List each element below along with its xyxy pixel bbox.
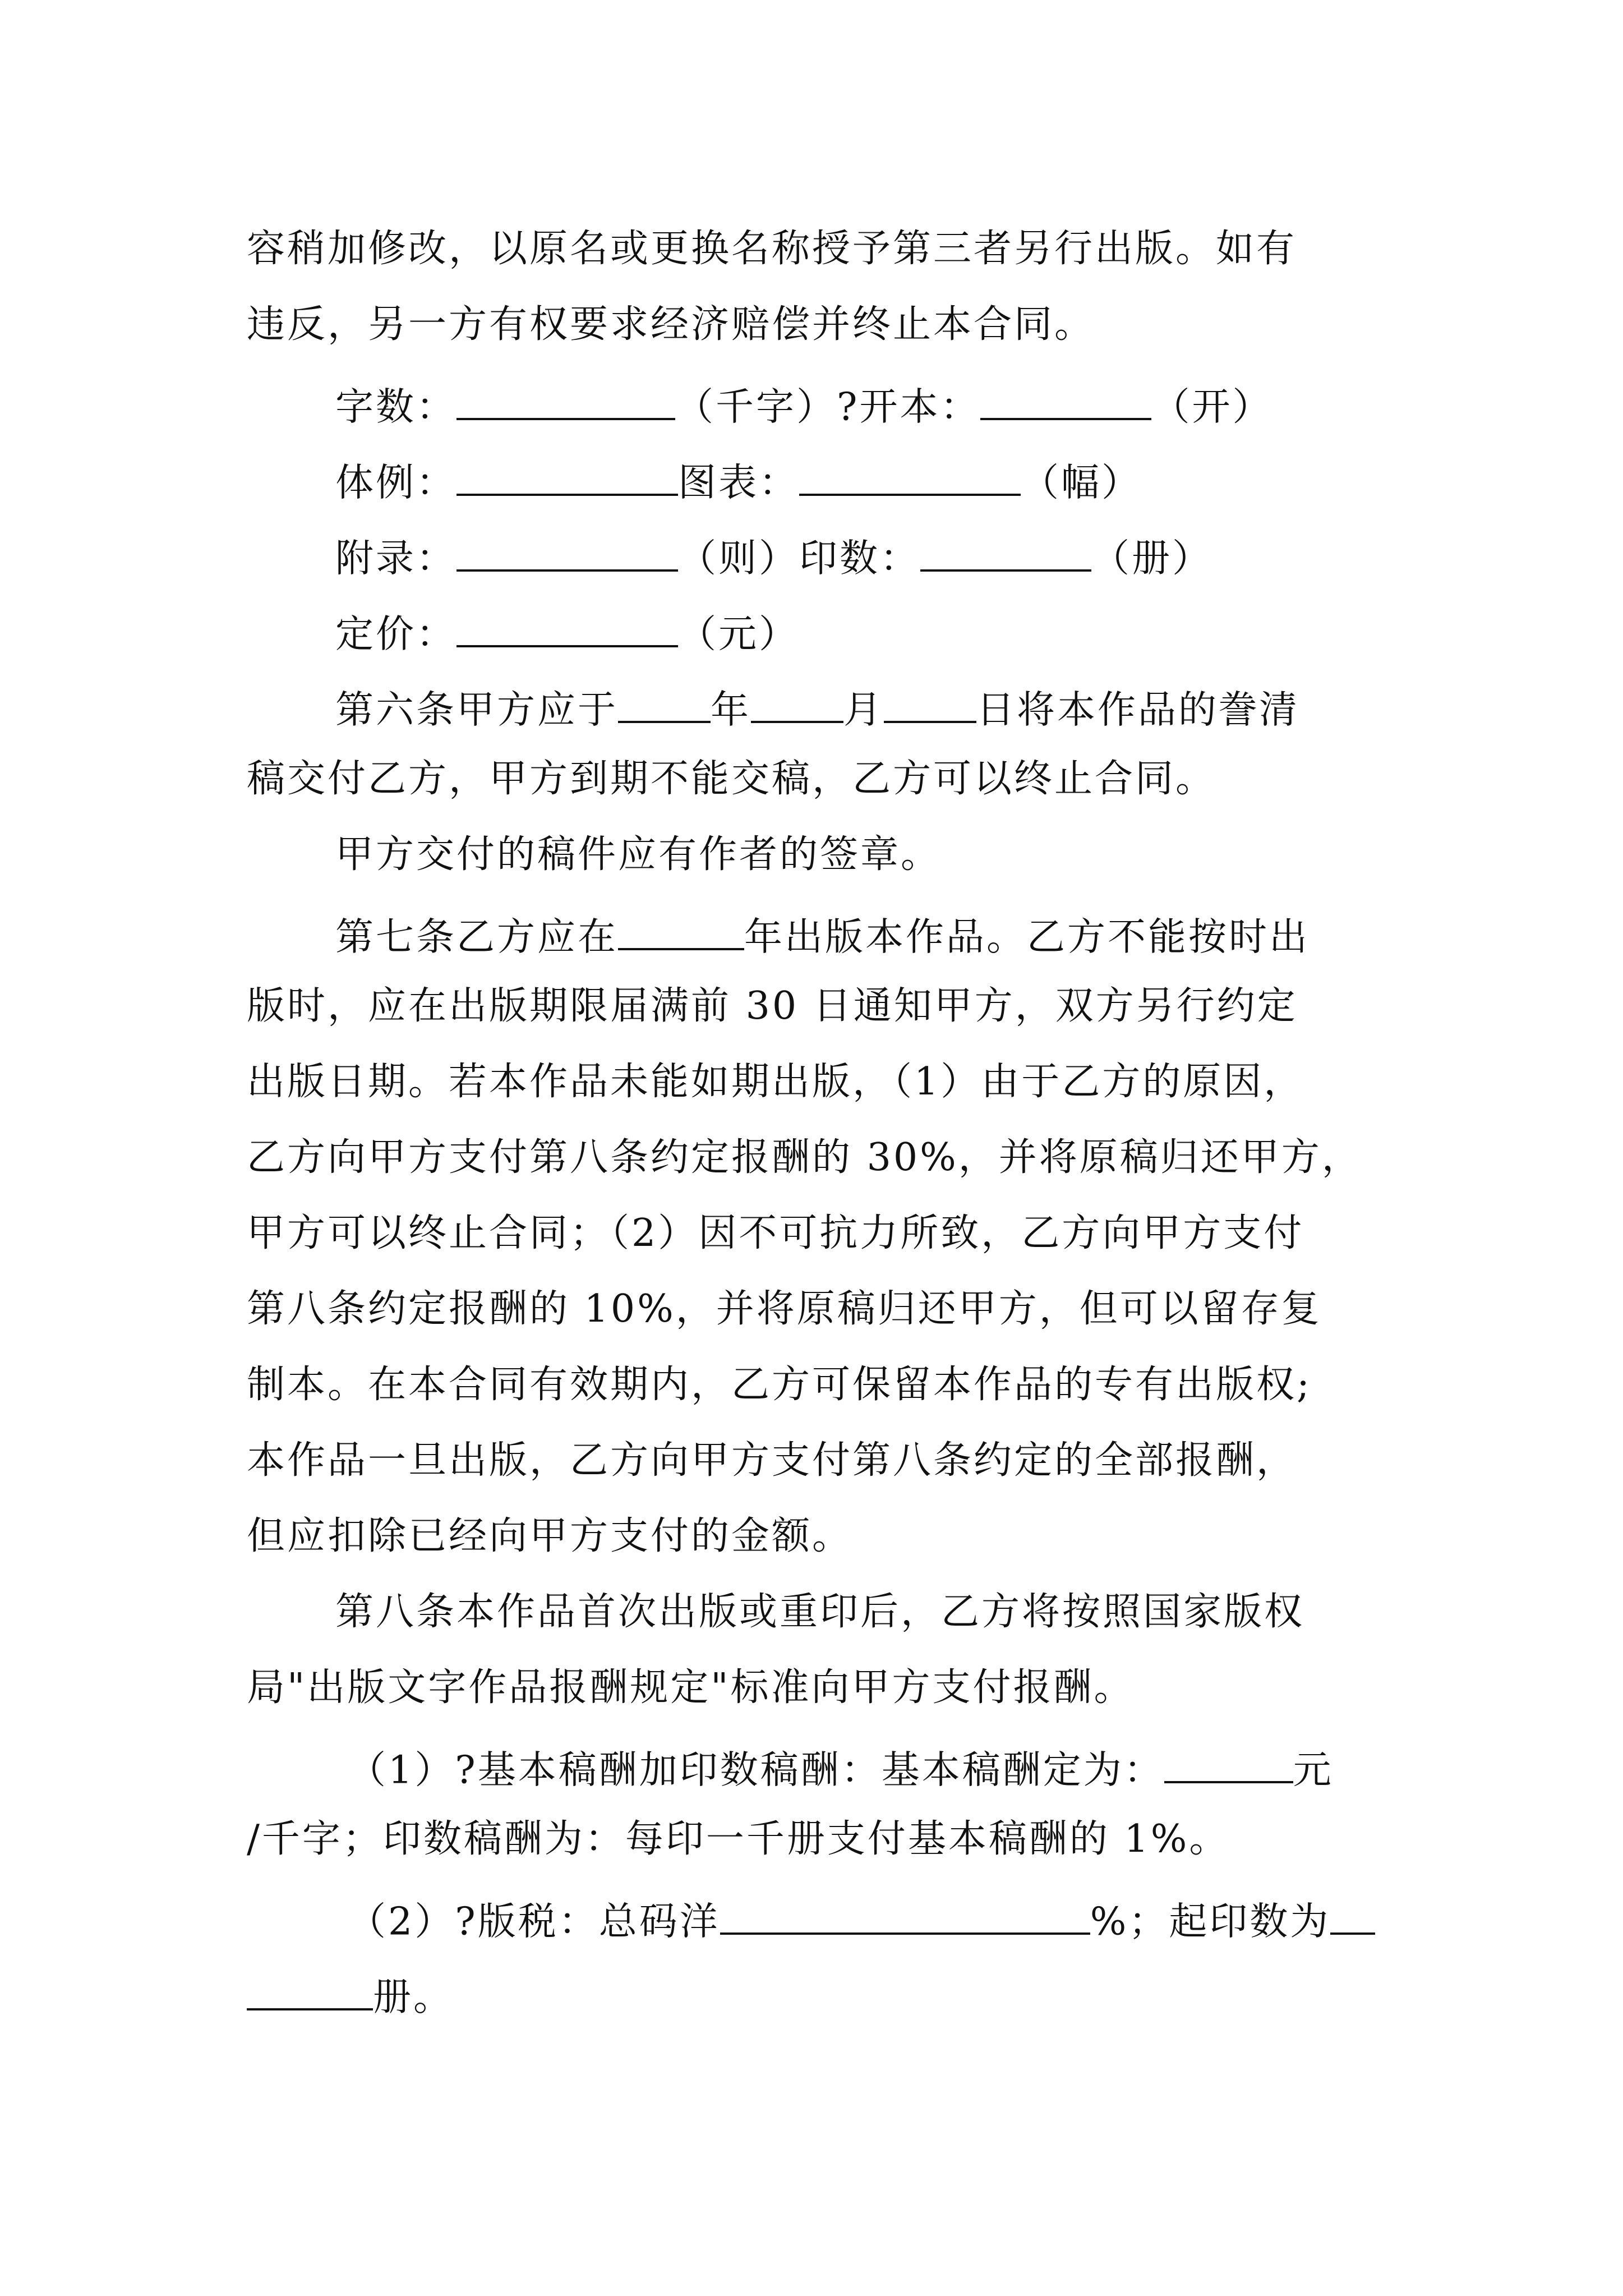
label-charts-unit: （幅） bbox=[1021, 461, 1142, 505]
text-segment: （2）?版税：总码洋 bbox=[348, 1899, 720, 1944]
label-price-unit: （元） bbox=[678, 612, 800, 657]
blank-month[interactable] bbox=[751, 684, 843, 723]
text-line: 甲方可以终止合同；（2）因不可抗力所致，乙方向甲方支付 bbox=[247, 1211, 1304, 1255]
text-line: 容稍加修改，以原名或更换名称授予第三者另行出版。如有 bbox=[247, 227, 1297, 271]
text-segment: 第七条乙方应在 bbox=[335, 915, 619, 960]
blank-print-run[interactable] bbox=[920, 533, 1091, 572]
blank-year[interactable] bbox=[618, 684, 711, 723]
blank-style[interactable] bbox=[457, 457, 678, 496]
label-print-run-unit: （册） bbox=[1091, 536, 1213, 581]
blank-format[interactable] bbox=[980, 381, 1151, 420]
label-style: 体例： bbox=[335, 461, 457, 505]
text-segment: 册。 bbox=[373, 1975, 454, 2020]
form-field-style bbox=[335, 457, 1142, 503]
article-6-line bbox=[335, 684, 1300, 733]
text-line: 甲方交付的稿件应有作者的签章。 bbox=[335, 832, 942, 877]
text-line: 第八条约定报酬的 10%，并将原稿归还甲方，但可以留存复 bbox=[247, 1287, 1322, 1331]
blank-publish-year[interactable] bbox=[618, 912, 744, 950]
label-print-run: （则）印数： bbox=[678, 536, 921, 581]
label-format: （千字）?开本： bbox=[675, 385, 981, 430]
blank-price[interactable] bbox=[457, 609, 678, 647]
royalty-line bbox=[348, 1896, 1375, 1944]
form-field-word-count bbox=[335, 381, 1273, 430]
text-segment: 第六条甲方应于 bbox=[335, 688, 619, 733]
blank-charts[interactable] bbox=[799, 457, 1021, 496]
blank-basic-fee[interactable] bbox=[1164, 1745, 1293, 1783]
text-segment: 年 bbox=[711, 688, 751, 733]
label-charts: 图表： bbox=[678, 461, 800, 505]
text-segment: 日将本作品的誊清 bbox=[976, 688, 1300, 733]
text-line: 乙方向甲方支付第八条约定报酬的 30%，并将原稿归还甲方， bbox=[247, 1135, 1362, 1180]
text-segment: %；起印数为 bbox=[1090, 1899, 1331, 1944]
text-line: 版时，应在出版期限届满前 30 日通知甲方，双方另行约定 bbox=[247, 984, 1298, 1028]
blank-appendix[interactable] bbox=[457, 533, 678, 572]
label-price: 定价： bbox=[335, 612, 457, 657]
text-segment: 月 bbox=[843, 688, 884, 733]
text-line: 但应扣除已经向甲方支付的金额。 bbox=[247, 1514, 853, 1558]
form-field-appendix bbox=[335, 533, 1213, 581]
text-segment: 年出版本作品。乙方不能按时出 bbox=[744, 915, 1310, 960]
blank-start-print[interactable] bbox=[1330, 1896, 1375, 1935]
text-line: 第八条本作品首次出版或重印后，乙方将按照国家版权 bbox=[335, 1590, 1305, 1634]
blank-word-count[interactable] bbox=[457, 381, 675, 420]
label-appendix: 附录： bbox=[335, 536, 457, 581]
text-line: 制本。在本合同有效期内，乙方可保留本作品的专有出版权; bbox=[247, 1363, 1312, 1407]
text-segment: 元 bbox=[1293, 1748, 1334, 1793]
text-line: /千字；印数稿酬为：每印一千册支付基本稿酬的 1%。 bbox=[247, 1817, 1230, 1861]
label-word-count: 字数： bbox=[335, 385, 457, 430]
label-format-unit: （开） bbox=[1151, 385, 1273, 430]
form-field-price bbox=[335, 609, 800, 657]
article-7-line bbox=[335, 912, 1310, 960]
start-print-line bbox=[247, 1972, 454, 2020]
text-line: 出版日期。若本作品未能如期出版，（1）由于乙方的原因， bbox=[247, 1060, 1304, 1104]
text-line: 局"出版文字作品报酬规定"标准向甲方支付报酬。 bbox=[247, 1665, 1135, 1710]
text-line: 本作品一旦出版，乙方向甲方支付第八条约定的全部报酬， bbox=[247, 1438, 1297, 1483]
blank-royalty-rate[interactable] bbox=[720, 1896, 1090, 1935]
text-segment: （1）?基本稿酬加印数稿酬：基本稿酬定为： bbox=[348, 1748, 1164, 1793]
text-line: 稿交付乙方，甲方到期不能交稿，乙方可以终止合同。 bbox=[247, 757, 1216, 801]
blank-start-print-cont[interactable] bbox=[247, 1972, 373, 2010]
basic-fee-line bbox=[348, 1745, 1334, 1793]
blank-day[interactable] bbox=[884, 684, 976, 723]
text-line: 违反，另一方有权要求经济赔偿并终止本合同。 bbox=[247, 302, 1095, 347]
